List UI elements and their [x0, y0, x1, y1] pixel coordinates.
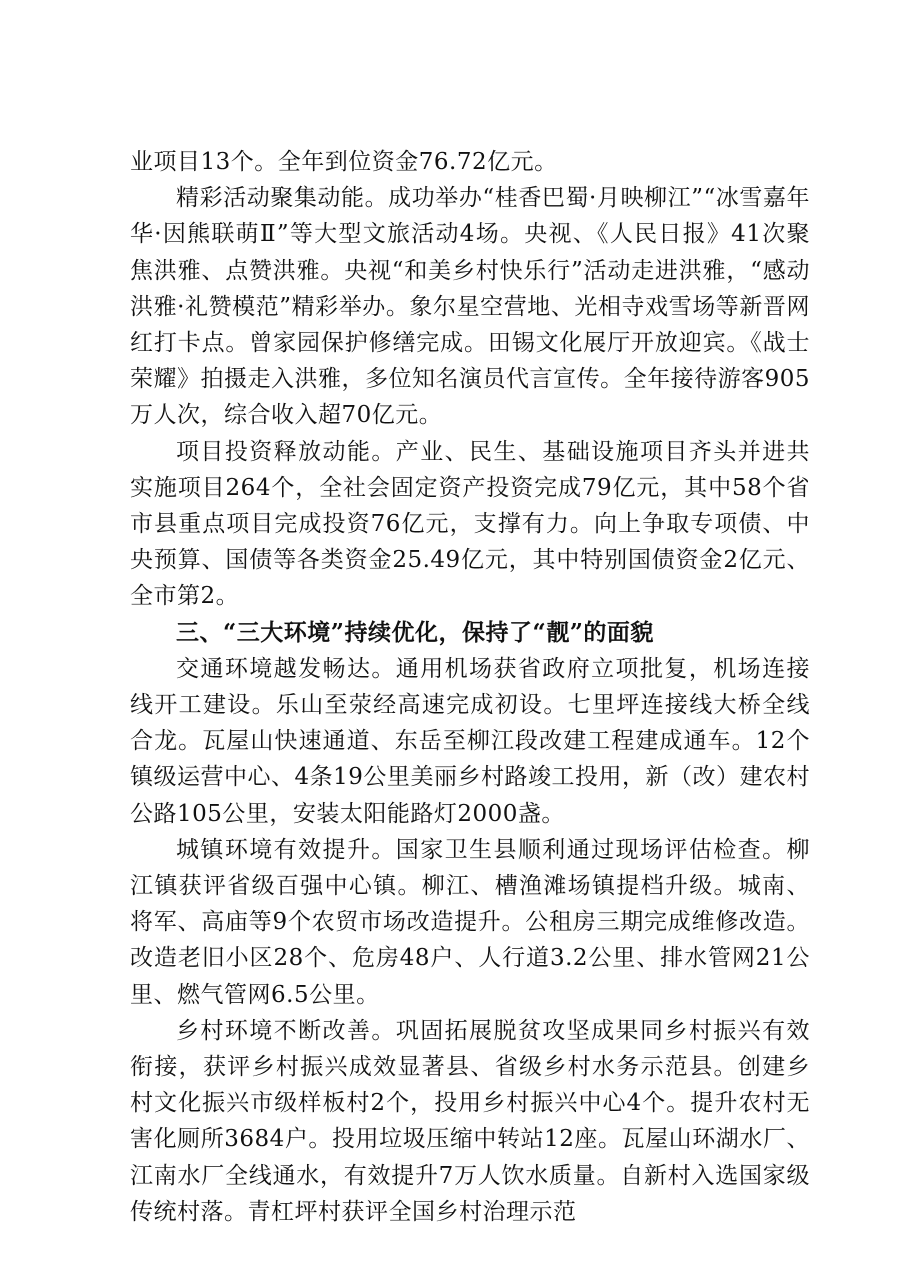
document-body	[130, 144, 810, 1230]
paragraph-investment-continued: 业项目13个。全年到位资金76.72亿元。	[130, 149, 558, 175]
paragraph-project-investment: 项目投资释放动能。产业、民生、基础设施项目齐头并进共实施项目264个，全社会固定资产投资完成79亿元，其中58个省市县重点项目完成投资76亿元，支撑有力。向上争取专项债、中央预算、国债等各类资金25.49亿元，其中特别国债资金2亿元、全市第2。	[130, 438, 810, 610]
paragraph-urban: 城镇环境有效提升。国家卫生县顺利通过现场评估检查。柳江镇获评省级百强中心镇。柳江、槽渔滩场镇提档升级。城南、将军、高庙等9个农贸市场改造提升。公租房三期完成维修改造。改造老旧小区28个、危房48户、人行道3.2公里、排水管网21公里、燃气管网6.5公里。	[130, 836, 810, 1008]
paragraph-activities: 精彩活动聚集动能。成功举办“桂香巴蜀·月映柳江”“冰雪嘉年华·因熊联萌Ⅱ”等大型文旅活动4场。央视、《人民日报》41次聚焦洪雅、点赞洪雅。央视“和美乡村快乐行”活动走进洪雅，“感动洪雅·礼赞模范”精彩举办。象尔星空营地、光相寺戏雪场等新晋网红打卡点。曾家园保护修缮完成。田锡文化展厅开放迎宾。《战士荣耀》拍摄走入洪雅，多位知名演员代言宣传。全年接待游客905万人次，综合收入超70亿元。	[130, 185, 810, 429]
section-heading-three-environments: 三、“三大环境”持续优化，保持了“靓”的面貌	[176, 618, 654, 646]
paragraph-transport: 交通环境越发畅达。通用机场获省政府立项批复，机场连接线开工建设。乐山至荥经高速完成初设。七里坪连接线大桥全线合龙。瓦屋山快速通道、东岳至柳江段改建工程建成通车。12个镇级运营中心、4条19公里美丽乡村路竣工投用，新（改）建农村公路105公里，安装太阳能路灯2000盏。	[130, 655, 810, 827]
paragraph-rural: 乡村环境不断改善。巩固拓展脱贫攻坚成果同乡村振兴有效衔接，获评乡村振兴成效显著县、省级乡村水务示范县。创建乡村文化振兴市级样板村2个，投用乡村振兴中心4个。提升农村无害化厕所3684户。投用垃圾压缩中转站12座。瓦屋山环湖水厂、江南水厂全线通水，有效提升7万人饮水质量。自新村入选国家级传统村落。青杠坪村获评全国乡村治理示范	[130, 1017, 810, 1225]
